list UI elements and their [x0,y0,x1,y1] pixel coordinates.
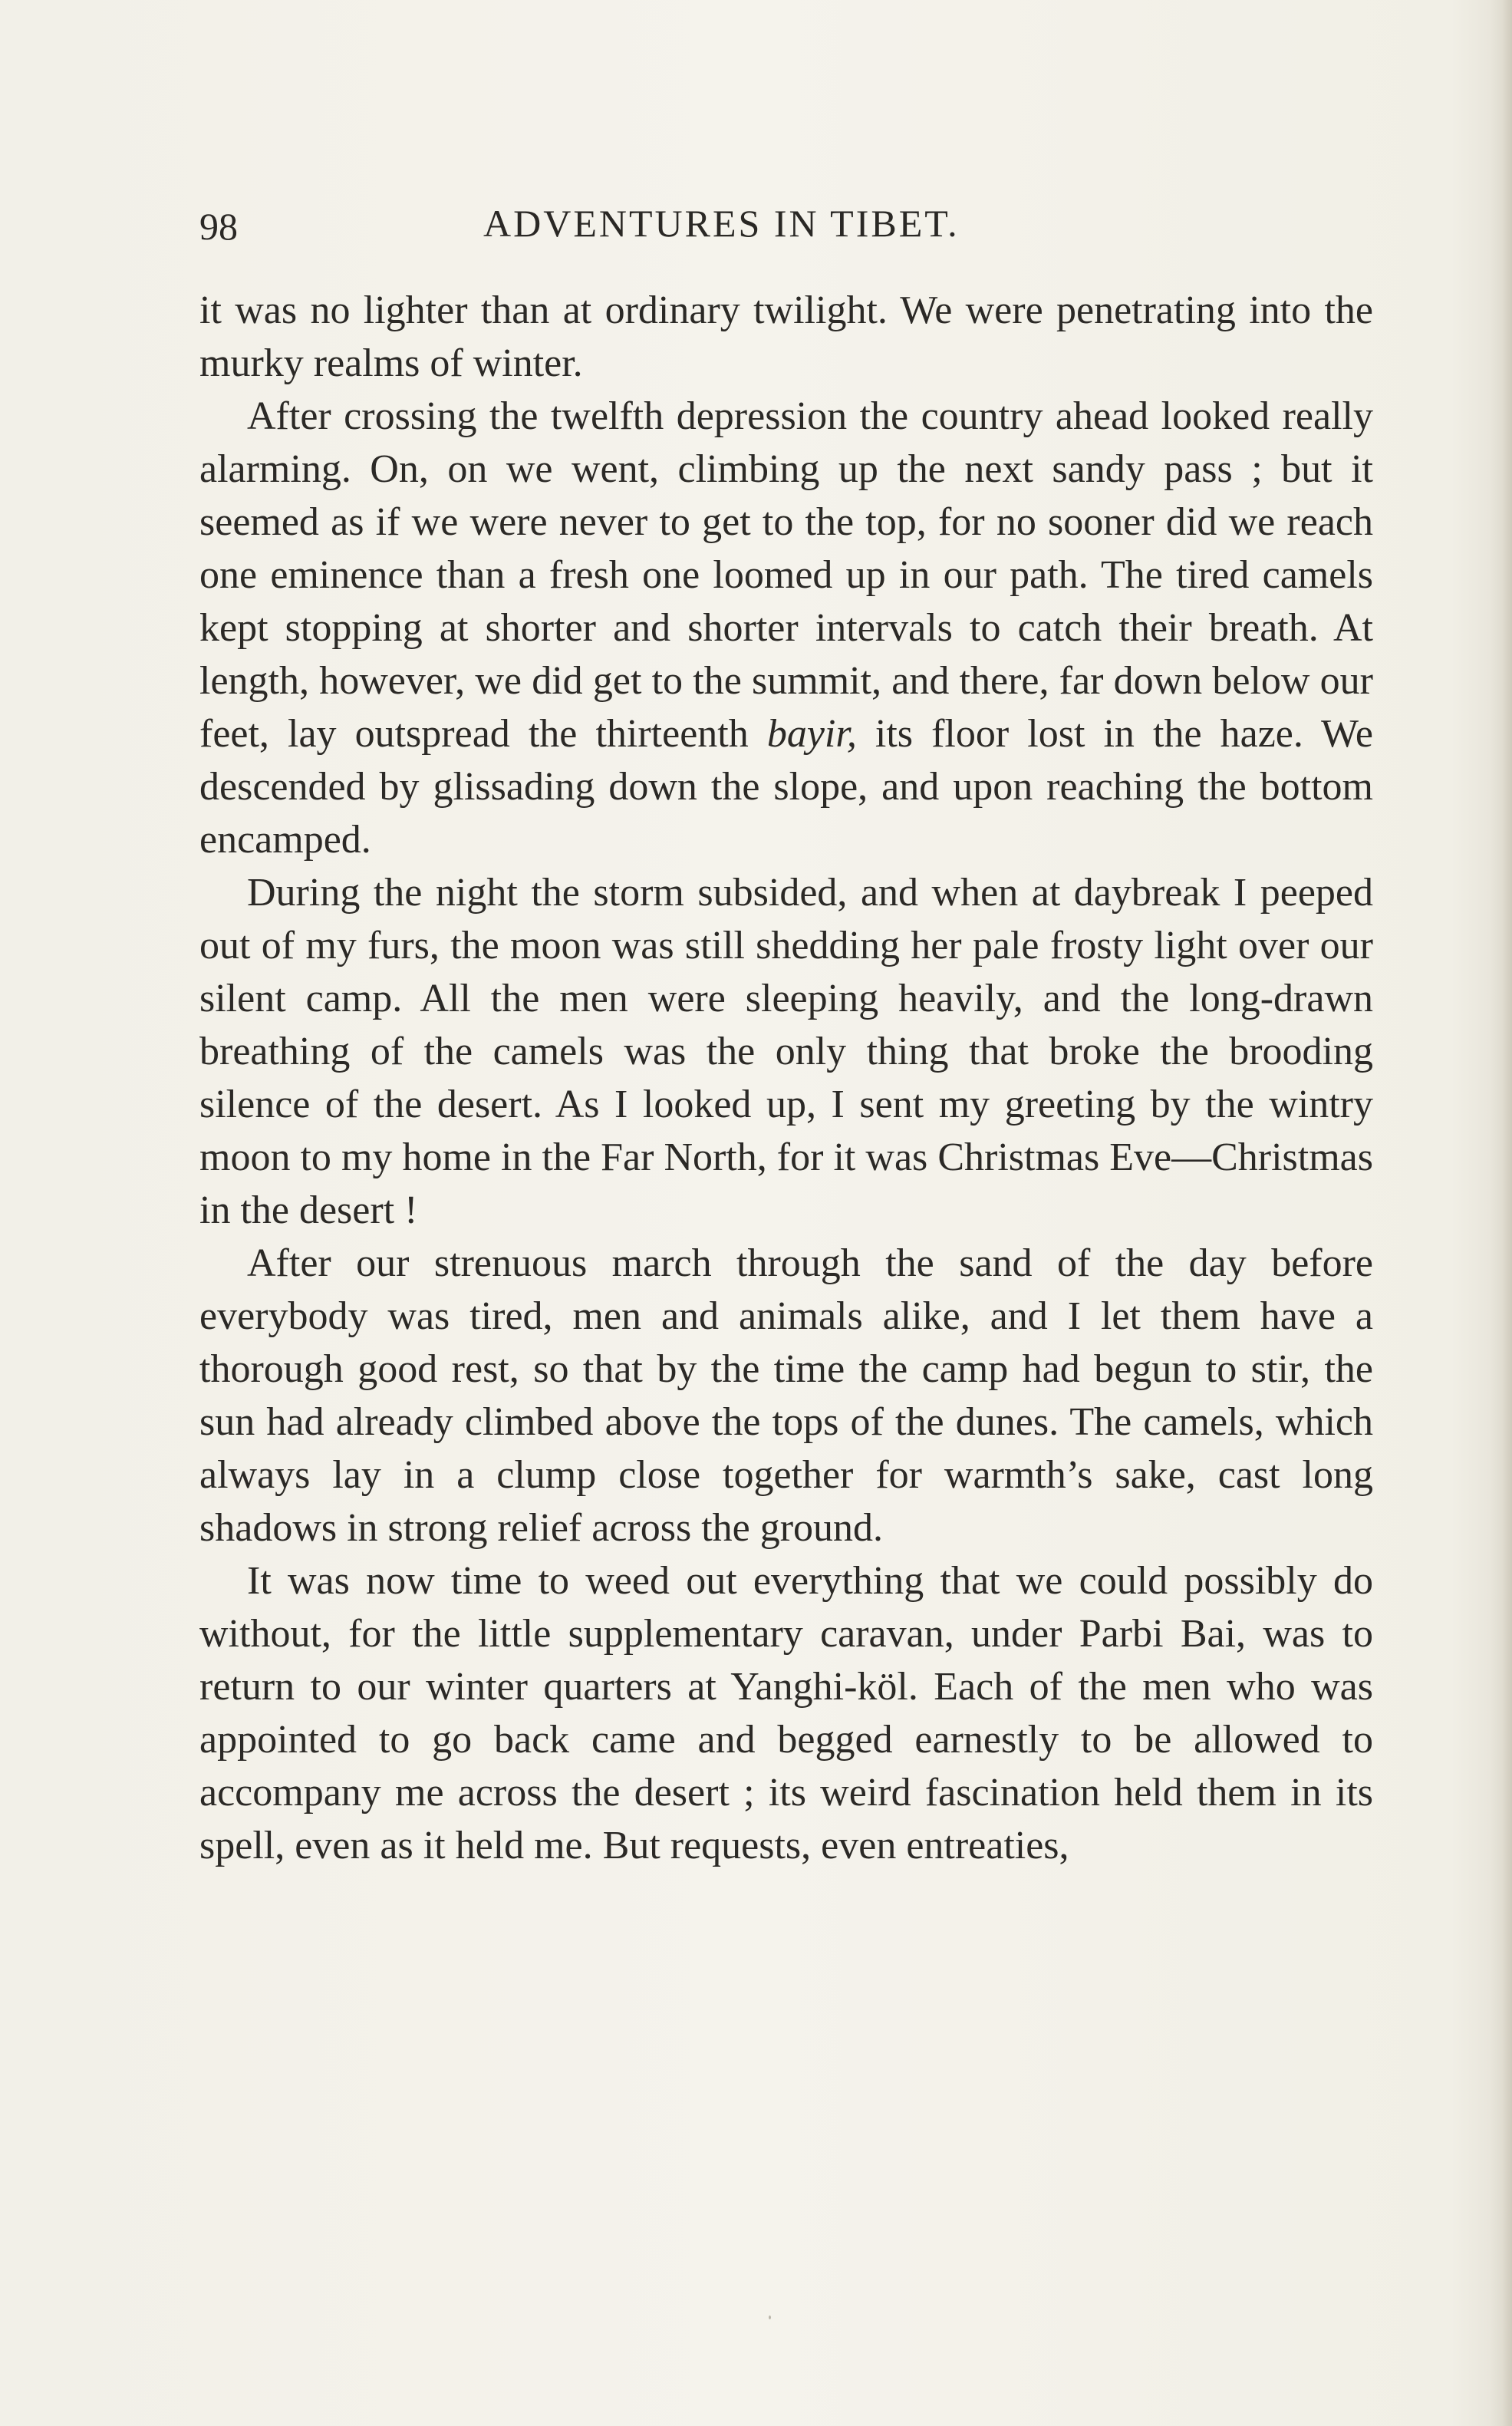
page-number: 98 [199,205,238,248]
paper-speck [769,2316,771,2319]
paragraph-1 [199,284,1373,390]
paragraph-text: it was no lighter than at ordinary twilight. We were penetrating into the murky realms of winter. [199,288,1373,385]
body-text [199,284,1373,1872]
italic-word: bayir, [766,712,857,756]
paragraph-4 [199,1237,1373,1554]
paragraph-text: During the night the storm subsided, and when at daybreak I peeped out of my furs, the moon was still shedding her pale frosty light over our silent camp. All the men were sleeping heavily, and the long-drawn breathing of the camels was the only thing that broke the brooding silence of the desert. As I looked up, I sent my greeting by the wintry moon to my home in the Far North, for it was Christmas Eve—Christmas in the desert ! [199,871,1373,1232]
page-header [199,198,1381,252]
paragraph-3 [199,866,1373,1237]
paragraph-text: After our strenuous march through the sand of the day before everybody was tired, men and animals alike, and I let them have a thorough good rest, so that by the time the camp had begun to stir, the sun had already climbed above the tops of the dunes. The camels, which always lay in a clump close together for warmth’s sake, cast long shadows in strong relief across the ground. [199,1241,1373,1550]
running-title: ADVENTURES IN TIBET. [483,202,960,245]
page-edge [1501,0,1512,2426]
paragraph-2 [199,390,1373,866]
paragraph-text: It was now time to weed out everything that we could possibly do without, for the little supplementary caravan, under Parbi Bai, was to return to our winter quarters at Yanghi-köl. Each of the men who was appointed to go back came and begged earnestly to be allowed to accompany me across the desert ; its weird fascination held them in its spell, even as it held me. But requests, even entreaties, [199,1559,1373,1867]
paragraph-text: its floor lost in the haze. We descended by glissading down the slope, and upon reaching the bottom encamped. [199,712,1373,862]
paragraph-text: After crossing the twelfth depression the country ahead looked really alarming. On, on we went, climbing up the next sandy pass ; but it seemed as if we were never to get to the top, for no sooner did we reach one eminence than a fresh one loomed up in our path. The tired camels kept stopping at shorter and shorter intervals to catch their breath. At length, however, we did get to the summit, and there, far down below our feet, lay outspread the thirteenth [199,394,1373,756]
paragraph-5 [199,1554,1373,1872]
